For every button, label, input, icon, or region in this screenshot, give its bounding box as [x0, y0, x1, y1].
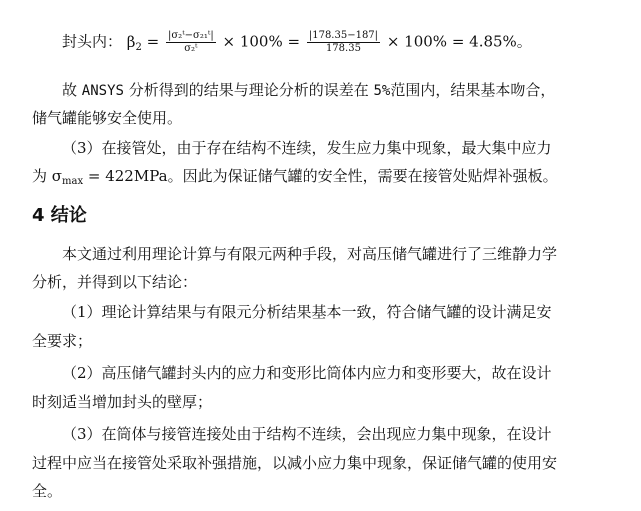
ansys-text: ANSYS — [81, 83, 124, 99]
formula-result: × 100% = 4.85%。 — [386, 32, 532, 51]
list-item-1: （1）理论计算结果与有限元分析结果基本一致，符合储气罐的设计满足安 — [62, 303, 552, 321]
formula-fraction-1 — [166, 30, 216, 55]
section-heading: 4 结论 — [32, 205, 87, 226]
paragraph-line: 储气罐能够安全使用。 — [32, 109, 183, 127]
fraction-2-denominator: 178.35 — [325, 43, 361, 54]
list-item-2: （2）高压储气罐封头内的应力和变形比筒体内应力和变形要大，故在设计 — [62, 364, 552, 382]
paragraph-line: （3）在接管处，由于存在结构不连续，发生应力集中现象，最大集中应力 — [62, 139, 552, 157]
list-item-3-continued: 过程中应当在接管处采取补强措施，以减小应力集中现象，保证储气罐的使用安 — [32, 454, 558, 472]
paragraph-line: 本文通过利用理论计算与有限元两种手段，对高压储气罐进行了三维静力学 — [62, 245, 558, 263]
paragraph-line: 分析，并得到以下结论： — [32, 273, 198, 291]
formula-line — [62, 30, 613, 58]
list-item-2-continued: 时刻适当增加封头的壁厚； — [32, 393, 213, 411]
list-item-3-end: 全。 — [32, 482, 63, 500]
fraction-1-numerator: |σ₂ᵗ−σ₂₁ᵗ| — [167, 30, 214, 41]
formula-multiplier: × 100% = — [222, 32, 301, 51]
formula-beta: $\beta_2$ — [126, 32, 142, 53]
fraction-2-numerator: |178.35−187| — [308, 30, 379, 41]
list-item-1-continued: 全要求； — [32, 332, 93, 350]
fraction-1-denominator: σ₂ᵗ — [184, 43, 198, 54]
paragraph-line: 为 $\sigma_{max} = 422MPa$。因此为保证储气罐的安全性，需要在接管处贴焊补强板。 — [32, 167, 558, 187]
formula-equals: = — [146, 32, 160, 51]
paragraph-line: 故 ANSYS 分析得到的结果与理论分析的误差在 5%范围内，结果基本吻合， — [62, 81, 556, 99]
formula-prefix: 封头内： — [62, 32, 123, 51]
formula-fraction-2 — [307, 30, 380, 55]
list-item-3: （3）在筒体与接管连接处由于结构不连续，会出现应力集中现象，在设计 — [62, 425, 552, 443]
